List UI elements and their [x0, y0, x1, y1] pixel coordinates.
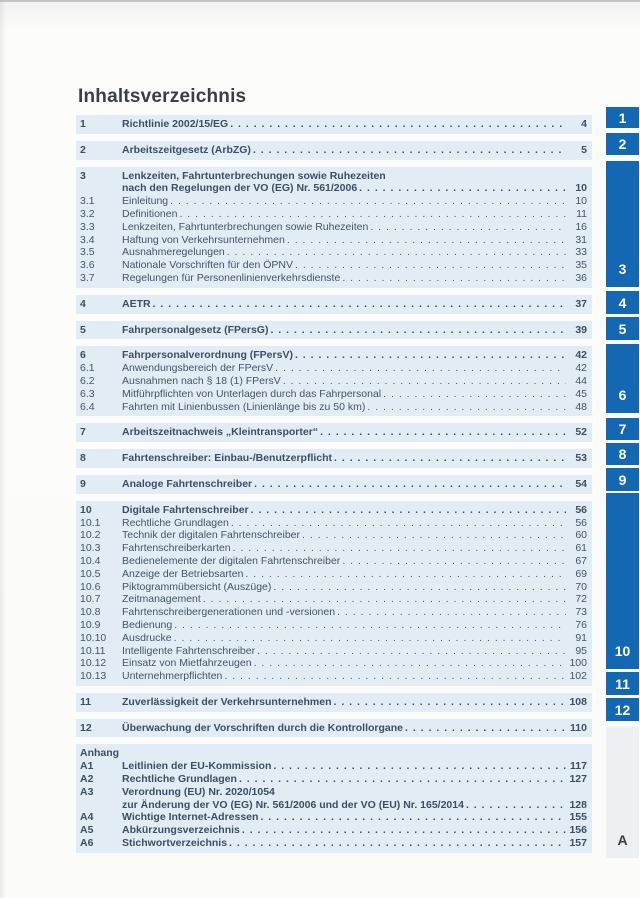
dot-leader [153, 298, 566, 311]
section-number: 3.5 [80, 246, 95, 259]
section-label-text: Anhang [80, 747, 120, 760]
dot-leader [174, 619, 566, 632]
section-number: 3.1 [80, 195, 95, 208]
section-title: nach den Regelungen der VO (EG) Nr. 561/2006 [122, 182, 358, 195]
dot-leader [273, 760, 566, 773]
page-number: 70 [575, 580, 587, 593]
dot-leader [253, 144, 566, 157]
page-number: 33 [575, 246, 587, 259]
toc-row [80, 799, 587, 812]
toc-row [80, 542, 587, 555]
toc-row [80, 670, 587, 683]
page-number: 60 [575, 529, 587, 542]
section-number: 12 [80, 721, 92, 734]
dot-leader [295, 259, 566, 272]
dot-leader [230, 118, 566, 131]
section-number: 10.5 [80, 567, 101, 580]
toc-group-band [76, 423, 592, 442]
toc-row [80, 581, 587, 594]
page-number: 157 [569, 837, 587, 850]
section-number: 3.2 [80, 207, 95, 220]
dot-leader [342, 272, 566, 285]
page-number: 56 [575, 503, 587, 516]
page-number: 37 [575, 297, 587, 310]
toc-group-band [76, 141, 592, 160]
section-tab-7: 7 [606, 418, 639, 440]
section-number: A5 [80, 824, 94, 837]
dot-leader [227, 246, 566, 259]
section-title: Anzeige der Betriebsarten [122, 567, 244, 580]
section-number: 1 [80, 118, 86, 130]
page-number: 45 [575, 387, 587, 400]
section-tab-anhang: A [606, 727, 639, 858]
dot-leader [337, 606, 566, 619]
scan-shadow [0, 0, 6, 898]
section-title: Arbeitszeitnachweis „Kleintransporter“ [122, 426, 319, 439]
section-number: 3.4 [80, 233, 95, 246]
dot-leader [260, 811, 566, 824]
section-title: Definitionen [122, 207, 178, 220]
page-title: Inhaltsverzeichnis [78, 86, 247, 107]
toc-row [80, 208, 587, 221]
section-title: Bedienung [122, 618, 173, 631]
section-title: AETR [122, 297, 151, 310]
toc-group-band [76, 167, 592, 288]
section-title: Verordnung (EU) Nr. 2020/1054 [122, 785, 275, 798]
toc-row [80, 478, 587, 491]
toc-row [80, 259, 587, 272]
section-tab-8: 8 [606, 443, 639, 465]
toc-row [80, 568, 587, 581]
section-title: Fahrtenschreiberkarten [122, 542, 231, 555]
page-number: 73 [575, 606, 587, 619]
section-title: Zeitmanagement [122, 593, 201, 606]
section-title: Analoge Fahrtenschreiber [122, 477, 253, 490]
toc-row [80, 324, 587, 337]
section-number: 10.2 [80, 529, 101, 542]
page-number: 156 [569, 824, 587, 837]
section-number: 11 [80, 695, 92, 708]
dot-leader [383, 388, 566, 401]
toc-row [80, 426, 587, 439]
toc-group-band [76, 693, 592, 712]
section-number: 10.10 [80, 631, 107, 644]
scan-edge-artifact [0, 0, 640, 2]
page-number: 155 [569, 811, 587, 824]
page-number: 10 [575, 182, 587, 195]
section-title: Technik der digitalen Fahrtenschreiber [122, 529, 301, 542]
dot-leader [342, 555, 566, 568]
section-number: 10.6 [80, 580, 101, 593]
toc-row [80, 272, 587, 285]
dot-leader [405, 722, 566, 735]
section-title: Lenkzeiten, Fahrtunterbrechungen sowie Ruhezeiten [122, 220, 369, 233]
section-number: 3 [80, 169, 86, 182]
toc-row [80, 375, 587, 388]
section-title: Bedienelemente der digitalen Fahrtenschreiber [122, 554, 341, 567]
dot-leader [367, 401, 566, 414]
section-title: Einleitung [122, 195, 169, 208]
toc-row [80, 388, 587, 401]
dot-leader [257, 645, 566, 658]
dot-leader [283, 375, 566, 388]
section-number: 9 [80, 477, 86, 490]
page-number: 61 [575, 542, 587, 555]
section-number: 6.1 [80, 362, 95, 375]
section-number: 6.2 [80, 374, 95, 387]
section-title: Stichwortverzeichnis [122, 837, 228, 850]
dot-leader [334, 696, 566, 709]
section-number: 10.13 [80, 670, 107, 683]
page-number: 36 [575, 271, 587, 284]
section-tab-9: 9 [606, 468, 639, 491]
section-number: 10.12 [80, 657, 107, 670]
section-tab-2: 2 [606, 133, 639, 155]
section-number: 6.3 [80, 387, 95, 400]
section-title: Anwendungsbereich der FPersV [122, 362, 274, 375]
toc-row [80, 246, 587, 259]
section-number: 10.4 [80, 554, 101, 567]
page-number: 44 [575, 374, 587, 387]
section-title: Rechtliche Grundlagen [122, 516, 229, 529]
section-title: Unternehmerpflichten [122, 670, 223, 683]
toc-row [80, 195, 587, 208]
toc-group-list [76, 115, 592, 853]
page-number: 76 [575, 618, 587, 631]
dot-leader [170, 195, 566, 208]
section-number: A3 [80, 785, 94, 798]
section-number: 3.3 [80, 220, 95, 233]
section-title: Fahrten mit Linienbussen (Linienlänge bis zu 50 km) [122, 400, 366, 413]
section-number: A4 [80, 811, 94, 824]
section-number: 6 [80, 349, 86, 362]
dot-leader [334, 452, 566, 465]
section-tab-1: 1 [606, 107, 639, 128]
toc-row [80, 555, 587, 568]
toc-row [80, 529, 587, 542]
toc-group-band [76, 321, 592, 340]
section-tab-3: 3 [606, 161, 639, 287]
section-title: Haftung von Verkehrsunternehmen [122, 233, 285, 246]
dot-leader [251, 504, 566, 517]
section-number: 5 [80, 323, 86, 336]
toc-row [80, 182, 587, 195]
section-number: A1 [80, 760, 94, 773]
toc-row [80, 118, 587, 131]
section-title: Intelligente Fahrtenschreiber [122, 644, 256, 657]
page-number: 127 [569, 773, 587, 786]
dot-leader [287, 234, 566, 247]
section-number: 7 [80, 426, 86, 439]
page-number: 16 [575, 220, 587, 233]
toc-group-band [76, 719, 592, 738]
section-number: 10.3 [80, 542, 101, 555]
dot-leader [320, 426, 566, 439]
page-number: 91 [575, 631, 587, 644]
page-number: 42 [575, 362, 587, 375]
page-number: 110 [570, 721, 587, 734]
dot-leader [254, 478, 566, 491]
toc-section-label [80, 747, 587, 760]
toc-row [80, 837, 587, 850]
section-number: 4 [80, 297, 86, 310]
section-title: Fahrtenschreibergenerationen und -versionen [122, 606, 336, 619]
page-number: 69 [575, 567, 587, 580]
toc-group-band [76, 346, 592, 416]
page-number: 108 [569, 695, 587, 708]
section-number: 10.8 [80, 606, 101, 619]
dot-leader [273, 581, 566, 594]
toc-group-band [76, 115, 592, 134]
section-tab-11: 11 [606, 672, 639, 695]
section-title: Lenkzeiten, Fahrtunterbrechungen sowie Ruhezeiten [122, 169, 386, 182]
dot-leader [203, 593, 566, 606]
section-title: Fahrtenschreiber: Einbau-/Benutzerpflicht [122, 452, 333, 465]
section-title: zur Änderung der VO (EG) Nr. 561/2006 und der VO (EU) Nr. 165/2014 [122, 798, 464, 811]
page-number: 102 [569, 670, 587, 683]
page-number: 5 [581, 143, 587, 156]
toc-row [80, 632, 587, 645]
page-number: 56 [575, 516, 587, 529]
section-title: Ausnahmen nach § 18 (1) FPersV [122, 374, 281, 387]
toc-row [80, 657, 587, 670]
section-title: Ausnahmeregelungen [122, 246, 225, 259]
toc-row [80, 619, 587, 632]
toc-row [80, 760, 587, 773]
dot-leader [370, 221, 566, 234]
dot-leader [231, 517, 566, 530]
dot-leader [245, 568, 566, 581]
section-number: A6 [80, 837, 94, 850]
section-title: Richtlinie 2002/15/EG [122, 118, 229, 130]
section-tab-6: 6 [606, 344, 639, 413]
section-tab-4: 4 [606, 291, 639, 314]
page-number: 95 [575, 644, 587, 657]
dot-leader [359, 182, 566, 195]
page-number: 54 [575, 477, 587, 490]
dot-leader [233, 542, 566, 555]
dot-leader [239, 773, 566, 786]
section-title: Regelungen für Personenlinienverkehrsdienste [122, 271, 341, 284]
page-number: 42 [575, 349, 587, 362]
section-tab-5: 5 [606, 317, 639, 340]
section-number: A2 [80, 773, 94, 786]
section-title: Zuverlässigkeit der Verkehrsunternehmen [122, 695, 332, 708]
dot-leader [270, 324, 566, 337]
toc-row [80, 645, 587, 658]
page-number: 31 [575, 233, 587, 246]
toc-row [80, 170, 587, 183]
page-number: 11 [576, 207, 587, 220]
section-number: 10.9 [80, 618, 101, 631]
section-title: Nationale Vorschriften für den ÖPNV [122, 259, 294, 272]
section-number: 10.1 [80, 516, 101, 529]
dot-leader [466, 799, 566, 812]
toc-row [80, 811, 587, 824]
page-number: 39 [575, 323, 587, 336]
section-number: 10.7 [80, 593, 101, 606]
toc-row [80, 362, 587, 375]
dot-leader [302, 529, 566, 542]
section-title: Digitale Fahrtenschreiber [122, 503, 249, 516]
toc-row [80, 773, 587, 786]
toc-group-band [76, 449, 592, 468]
section-number: 3.7 [80, 271, 95, 284]
section-title: Mitführpflichten von Unterlagen durch das Fahrpersonal [122, 387, 382, 400]
toc-row [80, 298, 587, 311]
toc-row [80, 349, 587, 362]
dot-leader [179, 208, 566, 221]
toc-row [80, 786, 587, 799]
section-title: Wichtige Internet-Adressen [122, 811, 259, 824]
page-number: 4 [581, 118, 587, 130]
toc-row [80, 401, 587, 414]
section-title: Abkürzungsverzeichnis [122, 824, 240, 837]
section-title: Arbeitszeitgesetz (ArbZG) [122, 143, 251, 156]
page-number: 52 [575, 426, 587, 439]
page-number: 48 [575, 400, 587, 413]
dot-leader [254, 657, 566, 670]
page-number: 35 [575, 259, 587, 272]
dot-leader [224, 670, 566, 683]
section-title: Fahrpersonalverordnung (FPersV) [122, 349, 293, 362]
toc-row [80, 696, 587, 709]
section-tab-12: 12 [606, 698, 639, 721]
page-number: 100 [569, 657, 587, 670]
section-title: Fahrpersonalgesetz (FPersG) [122, 323, 269, 336]
section-title: Überwachung der Vorschriften durch die Kontrollorgane [122, 721, 404, 734]
page-number: 117 [570, 760, 587, 773]
section-title: Einsatz von Mietfahrzeugen [122, 657, 252, 670]
dot-leader [295, 349, 566, 362]
page-number: 10 [575, 195, 587, 208]
toc-row [80, 452, 587, 465]
toc-group-band [76, 475, 592, 494]
page-number: 72 [575, 593, 587, 606]
section-number: 10.11 [80, 644, 106, 657]
dot-leader [174, 632, 566, 645]
toc-group-band [76, 501, 592, 686]
page-number: 128 [569, 798, 587, 811]
section-tab-10: 10 [606, 493, 639, 669]
toc-row [80, 606, 587, 619]
toc-row [80, 824, 587, 837]
section-title: Leitlinien der EU-Kommission [122, 760, 272, 773]
section-number: 3.6 [80, 259, 95, 272]
toc-group-band [76, 295, 592, 314]
section-title: Rechtliche Grundlagen [122, 773, 237, 786]
dot-leader [229, 837, 566, 850]
section-number: 10 [80, 503, 92, 516]
section-number: 6.4 [80, 400, 95, 413]
section-number: 8 [80, 452, 86, 465]
toc-row [80, 144, 587, 157]
toc-row [80, 234, 587, 247]
toc-row [80, 221, 587, 234]
page-number: 67 [575, 554, 587, 567]
toc-group-band [76, 744, 592, 852]
dot-leader [275, 362, 566, 375]
section-title: Ausdrucke [122, 631, 172, 644]
toc-row [80, 504, 587, 517]
page-number: 53 [575, 452, 587, 465]
dot-leader [242, 824, 566, 837]
section-title: Piktogrammübersicht (Auszüge) [122, 580, 272, 593]
toc-row [80, 517, 587, 530]
toc-content [76, 86, 592, 860]
section-number: 2 [80, 143, 86, 156]
toc-row [80, 722, 587, 735]
toc-row [80, 593, 587, 606]
